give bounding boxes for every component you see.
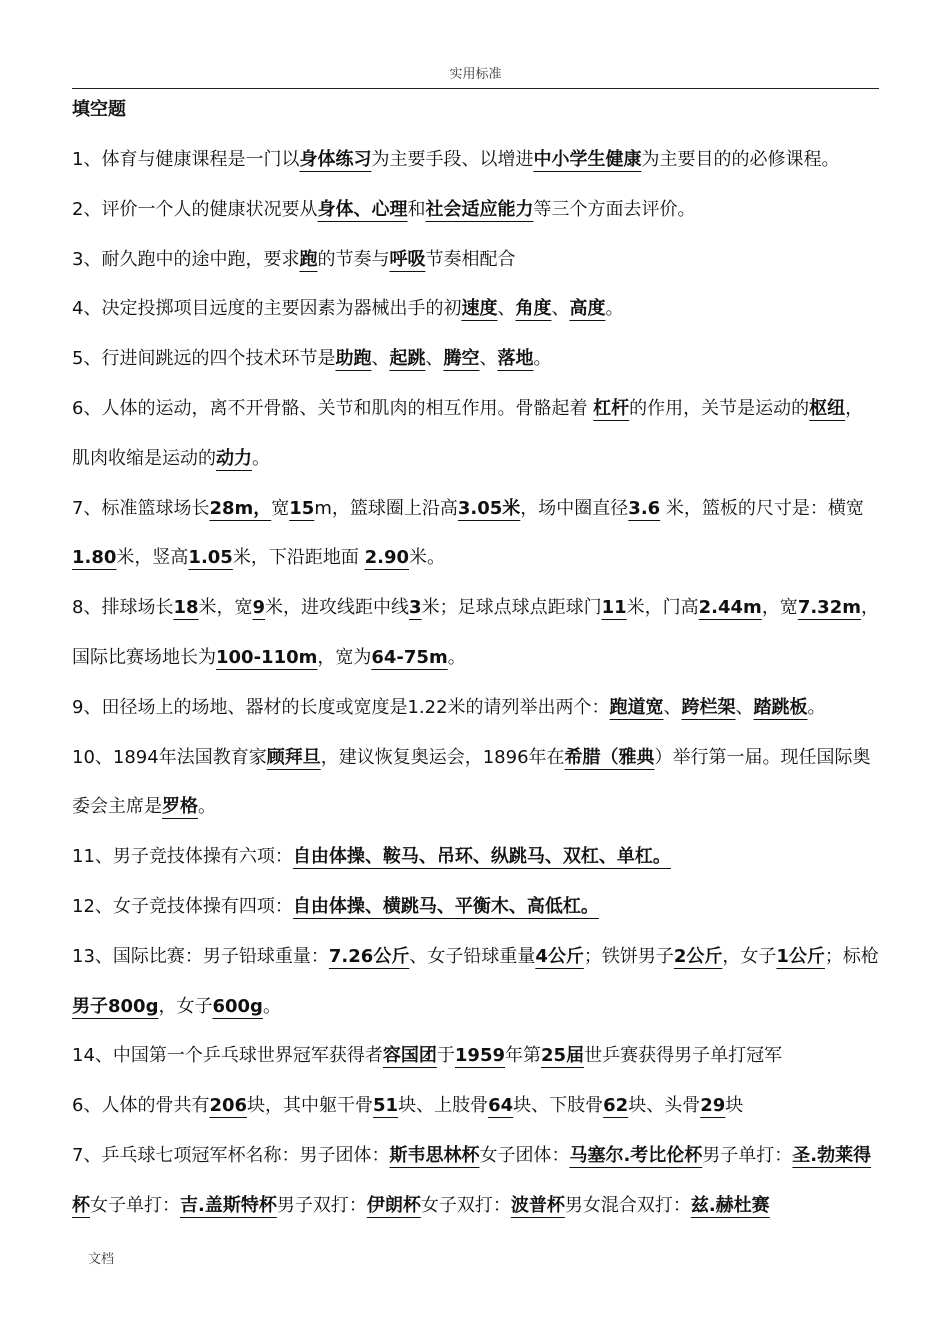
question-text: 。 — [447, 646, 466, 668]
question-text: 。 — [262, 995, 281, 1017]
answer-blank: 64 — [488, 1095, 514, 1117]
question-item — [72, 1031, 880, 1081]
answer-blank: 马塞尔.考比伦杯 — [569, 1144, 703, 1166]
question-text: 和 — [407, 198, 426, 220]
question-text: 1、体育与健康课程是一门以 — [72, 149, 300, 170]
question-text: 为主要目的的必修课程。 — [641, 149, 840, 170]
question-item — [72, 1081, 880, 1131]
answer-blank: 杠杆 — [593, 397, 630, 419]
answer-blank: 3 — [409, 597, 422, 619]
question-text: 、 — [551, 298, 570, 320]
answer-blank: 1.05 — [188, 547, 233, 569]
question-item — [72, 384, 880, 484]
question-text: 、 — [371, 348, 390, 370]
footer-text: 文档 — [88, 1252, 115, 1267]
question-text: 9、田径场上的场地、器材的长度或宽度是1.22米的请列举出两个： — [72, 696, 610, 718]
question-text: 男女混合双打： — [564, 1194, 691, 1216]
question-text: 11、男子竞技体操有六项： — [72, 846, 293, 868]
answer-blank: 28m， — [209, 497, 272, 519]
answer-blank: 3.6 — [628, 497, 661, 519]
answer-blank: 7.32m — [797, 597, 861, 619]
header-text: 实用标准 — [449, 67, 502, 82]
question-text: 女子单打： — [90, 1194, 180, 1216]
question-text: 块、下肢骨 — [513, 1095, 604, 1117]
question-item — [72, 1131, 880, 1231]
question-text: ，宽 — [761, 597, 798, 619]
answer-blank: 踏跳板 — [753, 696, 808, 718]
question-text: 米，进攻线距中线 — [265, 597, 410, 619]
section-title: 填空题 — [72, 99, 126, 120]
answer-blank: 斯韦思林杯 — [389, 1144, 480, 1166]
question-text: 、 — [735, 696, 754, 718]
answer-blank: 波普杯 — [510, 1194, 565, 1216]
answer-blank: 助跑 — [335, 348, 372, 370]
question-item — [72, 683, 880, 733]
answer-blank: 1.80 — [72, 547, 117, 569]
question-text: 米，宽 — [198, 597, 253, 619]
question-text: ；标枪 — [824, 945, 879, 967]
answer-blank: 男子800g — [72, 995, 159, 1017]
question-text: 宽 — [271, 497, 290, 519]
answer-blank: 自由体操、横跳马、平衡木、高低杠。 — [292, 895, 599, 917]
question-text: 米，篮板的尺寸是：横宽 — [660, 497, 864, 519]
answer-blank: 腾空 — [443, 348, 480, 370]
question-text: 世乒赛获得男子单打冠军 — [584, 1045, 783, 1067]
answer-blank: 中小学生健康 — [533, 149, 642, 170]
question-text: 块，其中躯干骨 — [247, 1095, 374, 1117]
question-text: ，宽为 — [317, 646, 372, 668]
question-item — [72, 235, 880, 285]
answer-blank: 呼吸 — [389, 248, 426, 270]
answer-blank: 1959 — [454, 1045, 506, 1067]
answer-blank: 11 — [601, 597, 627, 619]
question-text: 节奏相配合 — [425, 248, 516, 270]
answer-blank: 206 — [209, 1095, 248, 1117]
answer-blank: 4公斤 — [535, 945, 584, 967]
answer-blank: 容国团 — [382, 1045, 437, 1067]
question-text: ，女子 — [158, 995, 213, 1017]
answer-blank: 9 — [252, 597, 266, 619]
answer-blank: 兹.赫杜赛 — [690, 1194, 770, 1216]
question-text: 10、1894年法国教育家 — [72, 746, 267, 768]
question-text: 12、女子竞技体操有四项： — [72, 895, 293, 917]
answer-blank: 自由体操、鞍马、吊环、纵跳马、双杠、单杠。 — [292, 846, 671, 868]
question-text: 6、人体的骨共有 — [72, 1095, 210, 1117]
question-text: 7、乒乓球七项冠军杯名称：男子团体： — [72, 1144, 390, 1166]
question-text: 于 — [436, 1045, 455, 1067]
question-text: 米；足球点球点距球门 — [421, 597, 602, 619]
question-item — [72, 882, 880, 932]
question-text: 的作用，关节是运动的 — [629, 397, 810, 419]
question-text: 。 — [252, 447, 270, 469]
question-item — [72, 334, 880, 384]
page-footer — [88, 1248, 114, 1267]
question-text: 为主要手段、以增进 — [371, 149, 534, 170]
question-text: ）举行第一届。现任国际奥委会主席是 — [72, 746, 871, 818]
question-text: 等三个方面去评价。 — [533, 198, 696, 220]
answer-blank: 吉.盖斯特杯 — [180, 1194, 277, 1216]
question-text: ，女子 — [722, 945, 777, 967]
question-text: 的节奏与 — [317, 248, 390, 270]
question-text: 、女子铅球重量 — [409, 945, 536, 967]
question-text: 块、头骨 — [628, 1095, 701, 1117]
question-text: 男子单打： — [702, 1144, 793, 1166]
answer-blank: 身体练习 — [299, 149, 372, 170]
question-text: 。 — [605, 298, 624, 320]
question-text: 。 — [533, 348, 552, 370]
answer-blank: 枢纽 — [809, 397, 846, 419]
question-text: 4、决定投掷项目远度的主要因素为器械出手的初 — [72, 298, 462, 320]
question-text: 8、排球场长 — [72, 597, 174, 619]
question-text: 2、评价一个人的健康状况要从 — [72, 198, 318, 220]
question-text: 7、标准篮球场长 — [72, 497, 210, 519]
answer-blank: 跨栏架 — [681, 696, 736, 718]
answer-blank: 伊朗杯 — [366, 1194, 421, 1216]
question-text: ；铁饼男子 — [583, 945, 674, 967]
question-text: 男子双打： — [276, 1194, 367, 1216]
question-text: ，国际比赛场地长为 — [72, 597, 879, 668]
question-text: m，篮球圈上沿高 — [314, 497, 458, 519]
answer-blank: 角度 — [515, 298, 552, 320]
answer-blank: 25届 — [541, 1045, 585, 1067]
question-text: ，肌肉收缩是运动的 — [72, 397, 864, 469]
question-text: 14、中国第一个乒乓球世界冠军获得者 — [72, 1045, 383, 1067]
question-text: 6、人体的运动，离不开骨骼、关节和肌肉的相互作用。骨骼起着 — [72, 397, 594, 419]
answer-blank: 64-75m — [371, 646, 448, 668]
question-text: 米，竖高 — [116, 547, 189, 569]
question-text: 块 — [725, 1095, 744, 1117]
answer-blank: 圣.勃莱得杯 — [72, 1144, 872, 1216]
answer-blank: 跑道宽 — [609, 696, 664, 718]
question-text: 、 — [479, 348, 498, 370]
page-header — [72, 64, 879, 89]
question-text: 块、上肢骨 — [398, 1095, 489, 1117]
question-text: 米。 — [409, 547, 445, 569]
question-item — [72, 185, 880, 235]
question-item — [72, 733, 880, 833]
question-text: ，建议恢复奥运会，1896年在 — [320, 746, 565, 768]
question-item — [72, 832, 880, 882]
answer-blank: 身体、心理 — [317, 198, 408, 220]
answer-blank: 15 — [289, 497, 315, 519]
answer-blank: 社会适应能力 — [425, 198, 534, 220]
question-text: 年第 — [505, 1045, 542, 1067]
question-text: 。 — [807, 696, 826, 718]
answer-blank: 100-110m — [216, 646, 318, 668]
answer-blank: 29 — [700, 1095, 726, 1117]
question-text: 、 — [497, 298, 516, 320]
answer-blank: 速度 — [461, 298, 498, 320]
answer-blank: 起跳 — [389, 348, 426, 370]
answer-blank: 高度 — [569, 298, 606, 320]
question-text: 女子双打： — [420, 1194, 511, 1216]
question-list — [72, 135, 880, 1231]
question-text: 。 — [198, 796, 216, 818]
answer-blank: 落地 — [497, 348, 534, 370]
question-text: 13、国际比赛：男子铅球重量： — [72, 945, 329, 967]
answer-blank: 1公斤 — [776, 945, 825, 967]
answer-blank: 18 — [173, 597, 199, 619]
question-text: ，场中圈直径 — [520, 497, 629, 519]
answer-blank: 7.26公斤 — [328, 945, 410, 967]
answer-blank: 动力 — [216, 447, 252, 469]
question-item — [72, 932, 880, 1032]
answer-blank: 51 — [373, 1095, 399, 1117]
answer-blank: 2.90 — [364, 547, 409, 569]
question-text: 、 — [425, 348, 444, 370]
question-text: 、 — [663, 696, 682, 718]
answer-blank: 62 — [603, 1095, 629, 1117]
question-item — [72, 583, 880, 683]
answer-blank: 2.44m — [698, 597, 762, 619]
question-item — [72, 284, 880, 334]
question-item — [72, 484, 880, 584]
question-text: 3、耐久跑中的途中跑，要求 — [72, 248, 300, 270]
answer-blank: 600g — [212, 995, 263, 1017]
question-text: 女子团体： — [479, 1144, 570, 1166]
answer-blank: 跑 — [299, 248, 318, 270]
question-text: 米，下沿距地面 — [232, 547, 365, 569]
question-item — [72, 135, 880, 185]
question-text: 米，门高 — [626, 597, 699, 619]
answer-blank: 希腊（雅典 — [564, 746, 655, 768]
answer-blank: 3.05米 — [457, 497, 521, 519]
answer-blank: 罗格 — [162, 796, 198, 818]
answer-blank: 2公斤 — [673, 945, 723, 967]
answer-blank: 顾拜旦 — [266, 746, 321, 768]
question-text: 5、行进间跳远的四个技术环节是 — [72, 348, 336, 370]
